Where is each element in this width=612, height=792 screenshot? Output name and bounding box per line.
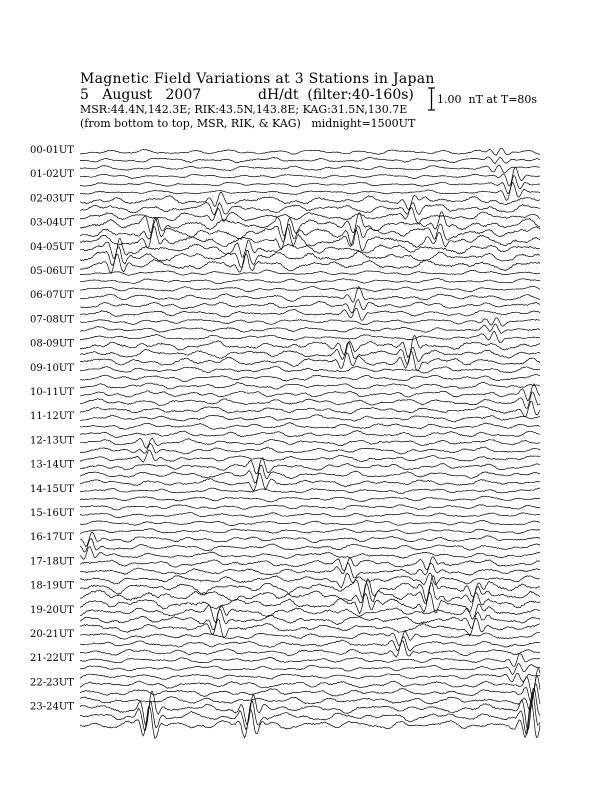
trace-msr (80, 401, 540, 417)
hour-row (30, 145, 540, 173)
trace-msr (80, 641, 540, 658)
row-label: 05-06UT (30, 266, 74, 277)
trace-msr (80, 351, 540, 370)
trace-kag (80, 148, 540, 155)
row-label: 12-13UT (30, 435, 74, 447)
trace-rik (80, 637, 540, 651)
hour-row (30, 458, 540, 491)
trace-kag (80, 654, 540, 667)
hour-row (30, 629, 540, 657)
trace-msr (80, 287, 540, 292)
trace-msr (80, 505, 540, 510)
row-label: 10-11UT (30, 387, 74, 398)
hour-row (30, 669, 540, 711)
row-label: 21-22UT (30, 653, 74, 665)
hour-row (30, 508, 540, 534)
hour-row (30, 411, 540, 437)
station-coordinates: MSR:44.4N,142.3E; RIK:43.5N,143.8E; KAG:31.5N,130.7E (80, 103, 408, 116)
hour-row (30, 266, 540, 292)
row-label: 00-01UT (30, 145, 74, 156)
trace-msr (80, 207, 540, 223)
hour-row (30, 435, 540, 462)
hour-row (30, 314, 540, 342)
row-label: 15-16UT (30, 508, 74, 519)
trace-rik (80, 299, 540, 312)
hour-row (30, 653, 540, 682)
trace-kag (80, 557, 540, 571)
chart-measure: dH/dt (filter:40-160s) (258, 87, 414, 103)
row-label: 07-08UT (30, 314, 74, 326)
trace-rik (80, 324, 540, 333)
row-label: 22-23UT (30, 677, 74, 689)
trace-rik (80, 693, 540, 735)
trace-rik (80, 664, 540, 675)
trace-rik (80, 539, 540, 552)
trace-kag (80, 239, 540, 259)
row-label: 04-05UT (30, 241, 74, 253)
row-label: 19-20UT (30, 604, 74, 616)
hour-row (30, 576, 540, 614)
row-label: 01-02UT (30, 169, 74, 181)
trace-kag (80, 488, 540, 493)
row-label: 08-09UT (30, 338, 74, 350)
trace-rik (80, 217, 540, 245)
trace-msr (80, 382, 540, 389)
trace-kag (80, 458, 540, 474)
trace-rik (80, 443, 540, 454)
row-label: 18-19UT (30, 580, 74, 592)
trace-rik (80, 676, 540, 703)
trace-kag (80, 366, 540, 373)
hour-row (30, 556, 540, 587)
hour-row (30, 484, 540, 510)
trace-kag (80, 318, 540, 326)
row-label: 17-18UT (30, 556, 74, 568)
row-label: 03-04UT (30, 217, 74, 229)
chart-title: Magnetic Field Variations at 3 Stations in Japan (80, 71, 435, 87)
trace-msr (80, 308, 540, 321)
chart-date: 5 August 2007 (80, 87, 202, 103)
row-label: 06-07UT (30, 290, 74, 302)
trace-msr (80, 165, 540, 173)
trace-msr (80, 529, 540, 534)
hour-row (30, 384, 540, 417)
hour-row (30, 287, 540, 321)
trace-kag (80, 384, 540, 401)
trace-kag (80, 192, 540, 209)
row-label: 14-15UT (30, 483, 74, 495)
trace-kag (80, 438, 540, 448)
scale-label: 1.00 nT at T=80s (437, 93, 538, 106)
trace-rik (80, 563, 540, 578)
trace-kag (80, 415, 540, 422)
trace-msr (80, 450, 540, 462)
hour-row (30, 604, 540, 637)
hour-row (30, 192, 540, 223)
trace-msr (80, 673, 540, 682)
trace-rik (80, 278, 540, 284)
trace-msr (80, 547, 540, 560)
trace-rik (80, 157, 540, 164)
row-label: 13-14UT (30, 459, 74, 471)
trace-kag (80, 532, 540, 546)
trace-rik (80, 496, 540, 502)
row-label: 02-03UT (30, 193, 74, 205)
hour-row (30, 363, 540, 389)
trace-msr (80, 430, 540, 437)
row-label: 11-12UT (30, 411, 74, 423)
trace-msr (80, 573, 540, 588)
hour-row (30, 532, 540, 559)
trace-msr (80, 331, 540, 342)
trace-rik (80, 423, 540, 430)
station-order-note: (from bottom to top, MSR, RIK, & KAG) midnight=1500UT (80, 117, 416, 130)
hour-row (30, 167, 540, 200)
trace-kag (80, 335, 540, 357)
row-label: 09-10UT (30, 362, 74, 374)
trace-msr (80, 473, 540, 491)
row-label: 23-24UT (30, 701, 74, 713)
trace-rik (80, 520, 540, 525)
trace-kag (80, 512, 540, 517)
row-label: 16-17UT (30, 532, 74, 544)
trace-rik (80, 374, 540, 381)
row-label: 20-21UT (30, 629, 74, 640)
trace-kag (80, 270, 540, 275)
